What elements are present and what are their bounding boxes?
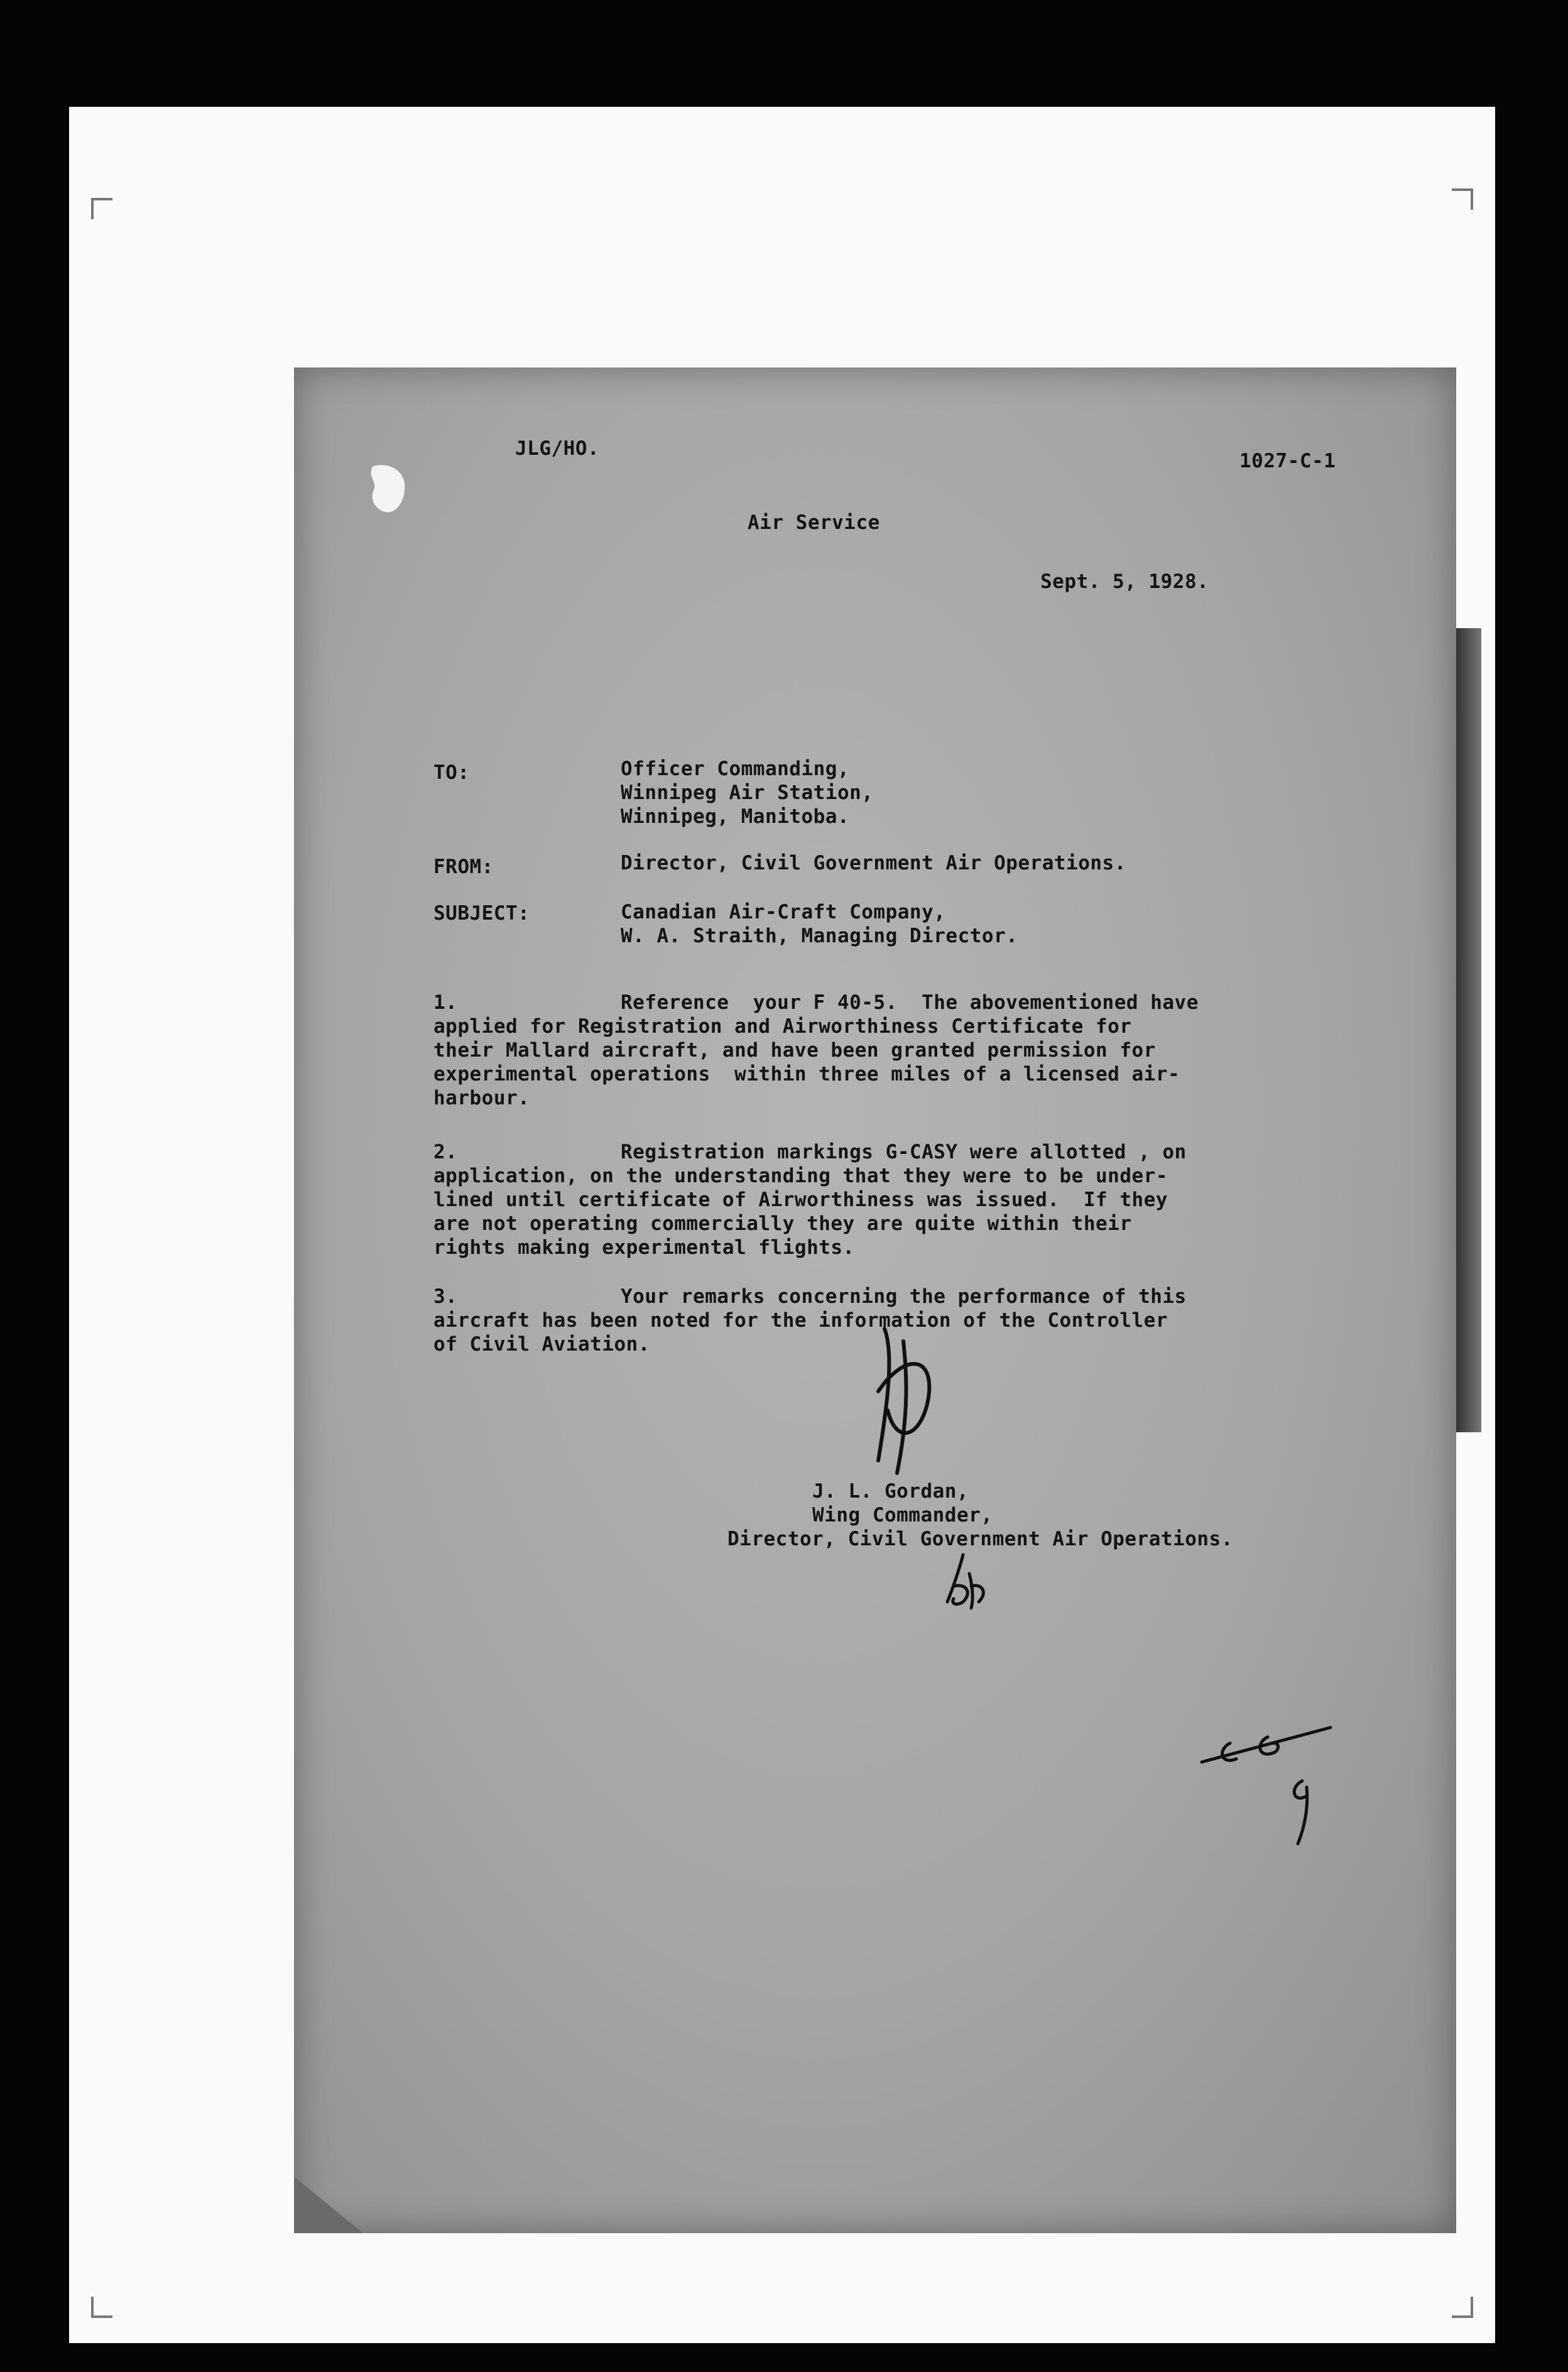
paragraph-2-number: 2. (433, 1141, 458, 1163)
paragraph-3-line-1: Your remarks concerning the performance of this (621, 1285, 1187, 1308)
to-line-3: Winnipeg, Manitoba. (621, 805, 850, 828)
from-label: FROM: (433, 856, 494, 878)
paragraph-2-line-3: lined until certificate of Airworthiness was issued. If they (433, 1189, 1168, 1211)
paragraph-2-line-2: application, on the understanding that they were to be under- (433, 1165, 1168, 1187)
department-heading: Air Service (748, 511, 880, 534)
right-edge-shadow (1456, 628, 1481, 1432)
from-value: Director, Civil Government Air Operations. (621, 852, 1126, 874)
handwritten-folio-mark (1192, 1693, 1337, 1850)
paragraph-2-line-5: rights making experimental flights. (433, 1236, 855, 1259)
subject-line-2: W. A. Straith, Managing Director. (621, 925, 1018, 947)
reference-initials: JLG/HO. (515, 437, 600, 460)
paragraph-3-line-2: aircraft has been noted for the information of the Controller (433, 1309, 1168, 1332)
signature-line-2: Wing Commander, (812, 1504, 993, 1526)
paragraph-1-line-2: applied for Registration and Airworthiness Certificate for (433, 1015, 1132, 1038)
file-number: 1027-C-1 (1239, 450, 1336, 472)
to-label: TO: (433, 761, 470, 784)
subject-label: SUBJECT: (433, 902, 530, 925)
crop-mark-top-left (91, 198, 112, 219)
paragraph-3-number: 3. (433, 1285, 458, 1308)
crop-mark-bottom-left (91, 2297, 112, 2318)
signature-line-1: J. L. Gordan, (812, 1480, 969, 1503)
paragraph-1-line-1: Reference your F 40-5. The abovementioned have (621, 991, 1199, 1014)
paragraph-1-number: 1. (433, 991, 458, 1014)
subject-line-1: Canadian Air-Craft Company, (621, 901, 946, 923)
paragraph-1-line-5: harbour. (433, 1087, 530, 1109)
folded-corner (294, 2164, 369, 2233)
letter-date: Sept. 5, 1928. (1040, 570, 1209, 593)
paragraph-3-line-3: of Civil Aviation. (433, 1333, 650, 1356)
paragraph-2-line-1: Registration markings G-CASY were allotted , on (621, 1141, 1187, 1163)
handwritten-initials-mark (859, 1316, 954, 1479)
paragraph-1-line-4: experimental operations within three miles of a licensed air- (433, 1063, 1180, 1085)
to-line-2: Winnipeg Air Station, (621, 781, 874, 804)
signature-line-3: Director, Civil Government Air Operations. (727, 1528, 1233, 1550)
to-line-1: Officer Commanding, (621, 758, 850, 780)
paragraph-1-line-3: their Mallard aircraft, and have been granted permission for (433, 1039, 1156, 1062)
crop-mark-top-right (1452, 188, 1473, 210)
paragraph-2-line-4: are not operating commercially they are quite within their (433, 1212, 1132, 1235)
torn-hole (366, 462, 410, 518)
handwritten-initial-lb (935, 1548, 998, 1611)
letter-sheet (294, 367, 1456, 2233)
crop-mark-bottom-right (1452, 2297, 1473, 2318)
